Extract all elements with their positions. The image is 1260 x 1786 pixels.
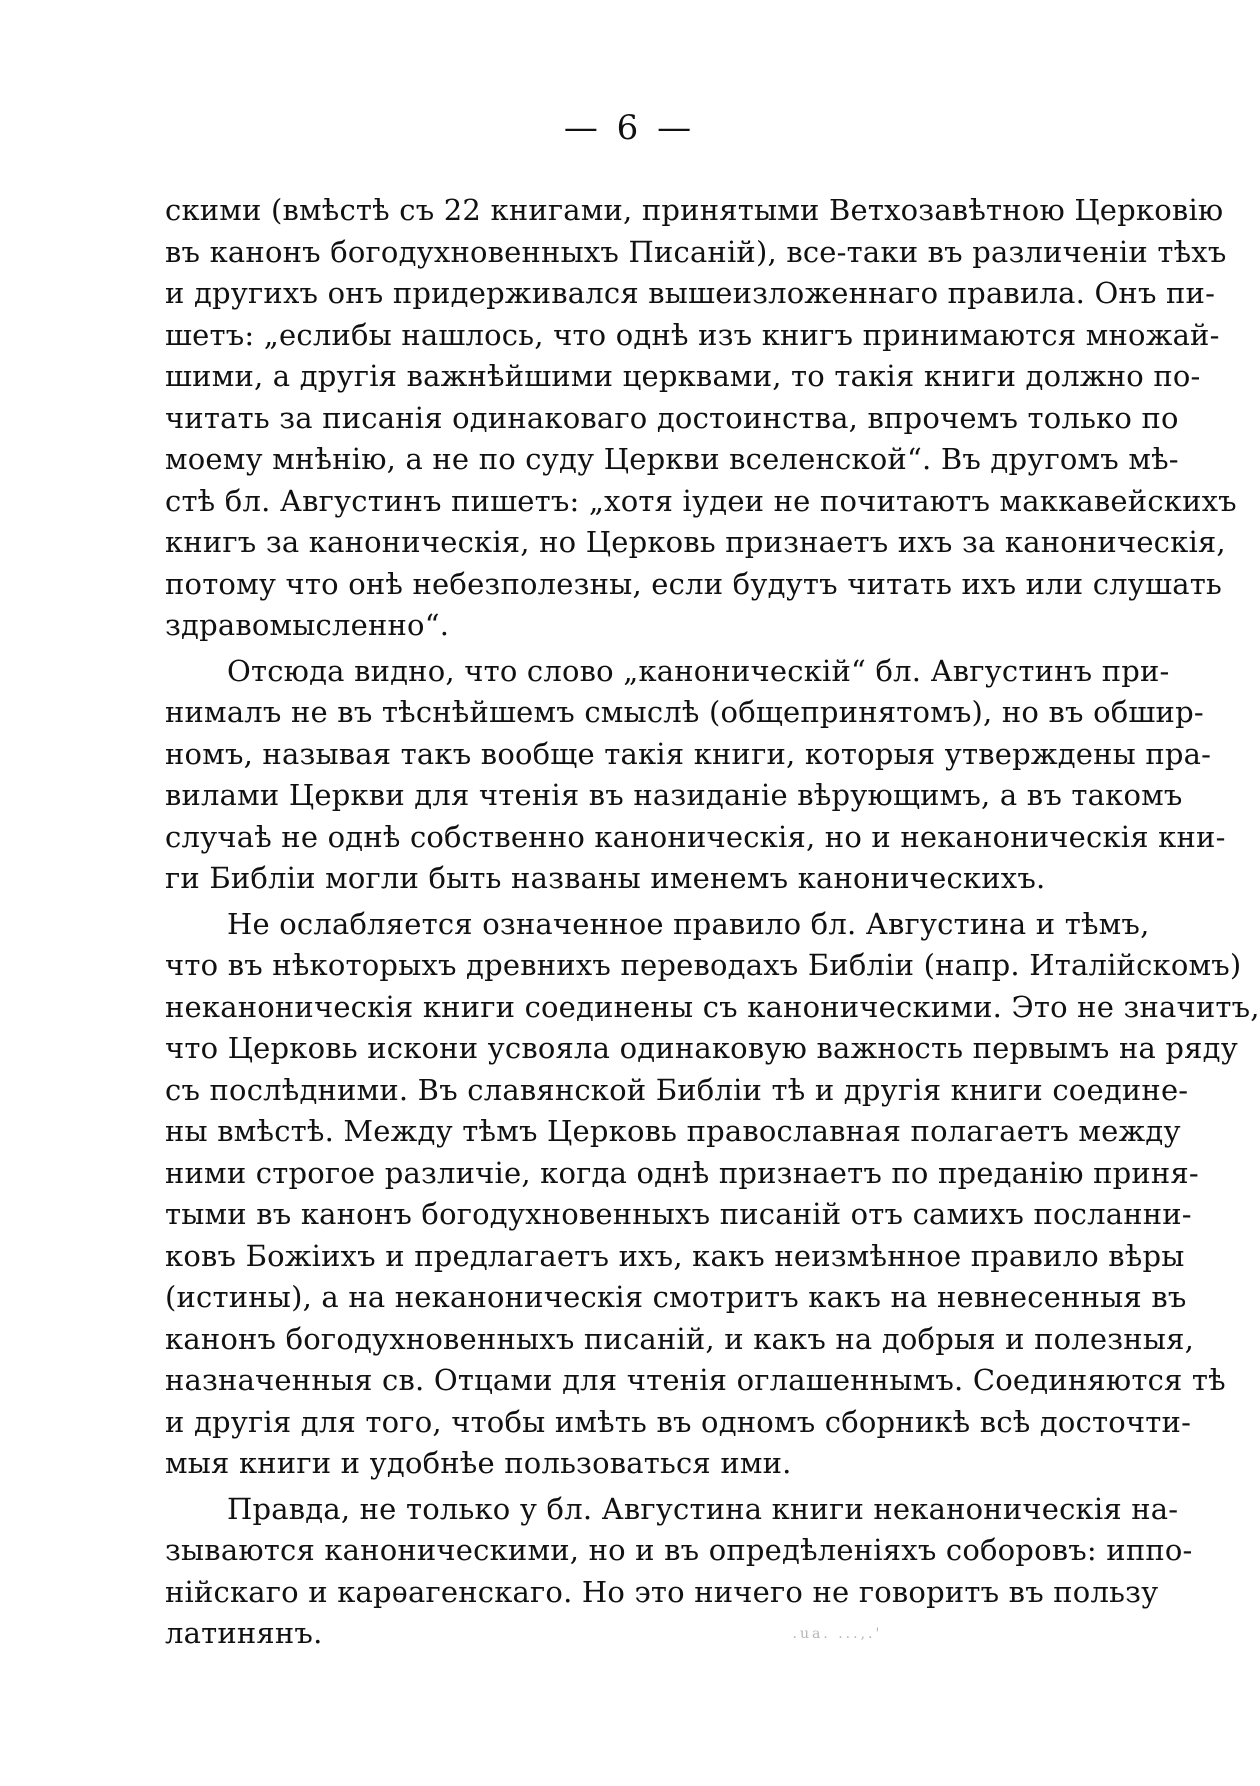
text-line-content: шетъ: „еслибы нашлось, что однѣ изъ книгъ принимаются множай-: [165, 317, 1220, 352]
text-line-content: въ канонъ богодухновенныхъ Писаній), все-таки въ различеніи тѣхъ: [165, 234, 1227, 269]
text-line-content: съ послѣдними. Въ славянской Библіи тѣ и другія книги соедине-: [165, 1072, 1189, 1107]
text-line: [165, 1028, 1238, 1070]
text-line: [165, 692, 1204, 734]
text-line: [165, 1360, 1226, 1402]
text-line: [165, 1572, 1159, 1614]
text-line: [165, 1489, 1179, 1531]
text-line-content: читать за писанія одинаковаго достоинства, впрочемъ только по: [165, 400, 1179, 435]
text-line: [165, 651, 1170, 693]
text-line-content: и другія для того, чтобы имѣть въ одномъ сборникѣ всѣ досточти-: [165, 1404, 1192, 1439]
text-line-content: Не ослабляется означенное правило бл. Августина и тѣмъ,: [227, 906, 1150, 941]
text-line-content: мыя книги и удобнѣе пользоваться ими.: [165, 1446, 792, 1480]
text-line-content: потому что онѣ небезполезны, если будутъ читать ихъ или слушать: [165, 566, 1222, 601]
text-line: [165, 522, 1226, 564]
text-line-content: и другихъ онъ придерживался вышеизложеннаго правила. Онъ пи-: [165, 276, 1216, 310]
paragraph: [165, 190, 1237, 647]
text-line-content: ги Библіи могли быть названы именемъ каноническихъ.: [165, 861, 1046, 895]
text-line: [165, 1443, 1120, 1485]
paragraph: [165, 651, 1226, 900]
text-line-content: стѣ бл. Августинъ пишетъ: „хотя іудеи не почитаютъ маккавейскихъ: [165, 483, 1237, 518]
paragraph: [165, 1489, 1193, 1655]
paragraph: [165, 904, 1260, 1485]
text-line: [165, 232, 1227, 274]
text-line: [165, 817, 1226, 859]
text-line-content: шими, а другія важнѣйшими церквами, то такія книги должно по-: [165, 359, 1201, 393]
text-line-content: здравомысленно“.: [165, 608, 450, 642]
text-line: [165, 1613, 1120, 1655]
text-line-content: ними строгое различіе, когда однѣ признаетъ по преданію приня-: [165, 1155, 1199, 1190]
text-line-content: нійскаго и карѳагенскаго. Но это ничего не говоритъ въ пользу: [165, 1574, 1159, 1609]
text-line: [165, 1319, 1195, 1361]
text-line: [165, 1277, 1187, 1319]
text-line-content: Правда, не только у бл. Августина книги неканоническія на-: [227, 1491, 1179, 1526]
text-line: [165, 1236, 1185, 1278]
text-line-content: скими (вмѣстѣ съ 22 книгами, принятыми Ветхозавѣтною Церковію: [165, 193, 1224, 227]
page-number: — 6 —: [563, 108, 696, 148]
text-line-content: что въ нѣкоторыхъ древнихъ переводахъ Библіи (напр. Италійскомъ): [165, 948, 1242, 982]
text-line-content: нималъ не въ тѣснѣйшемъ смыслѣ (общепринятомъ), но въ обшир-: [165, 695, 1204, 729]
text-line-content: назначенныя св. Отцами для чтенія оглашеннымъ. Соединяются тѣ: [165, 1363, 1226, 1397]
text-line: [165, 315, 1220, 357]
text-line: [165, 945, 1242, 987]
text-line: [165, 1530, 1193, 1572]
text-line-content: (истины), а на неканоническія смотритъ какъ на невнесенныя въ: [165, 1280, 1187, 1314]
text-line: [165, 398, 1179, 440]
text-line-content: канонъ богодухновенныхъ писаній, и какъ на добрыя и полезныя,: [165, 1321, 1195, 1356]
text-line: [165, 439, 1179, 481]
text-line-content: ковъ Божіихъ и предлагаетъ ихъ, какъ неизмѣнное правило вѣры: [165, 1238, 1185, 1273]
text-line-content: Отсюда видно, что слово „каноническій“ бл. Августинъ при-: [227, 653, 1170, 688]
text-line: [165, 904, 1150, 946]
text-line-content: номъ, называя такъ вообще такія книги, которыя утверждены пра-: [165, 736, 1212, 771]
text-line: [165, 775, 1183, 817]
text-line-content: неканоническія книги соединены съ каноническими. Это не значитъ,: [165, 989, 1260, 1024]
text-line: [165, 356, 1201, 398]
text-line: [165, 987, 1260, 1029]
text-line-content: зываются каноническими, но и въ опредѣленіяхъ соборовъ: иппо-: [165, 1533, 1193, 1567]
text-line-content: случаѣ не однѣ собственно каноническія, но и неканоническія кни-: [165, 819, 1226, 854]
text-line-content: вилами Церкви для чтенія въ назиданіе вѣрующимъ, а въ такомъ: [165, 778, 1183, 812]
faint-bleedthrough-marks: .ua. ...,.': [792, 1626, 883, 1643]
text-line: [165, 1194, 1192, 1236]
body-text: [165, 186, 1260, 1655]
text-line: [165, 273, 1216, 315]
text-line-content: книгъ за каноническія, но Церковь признаетъ ихъ за каноническія,: [165, 525, 1226, 559]
text-line: [165, 605, 1120, 647]
text-line-content: что Церковь искони усвояла одинаковую важность первымъ на ряду: [165, 1031, 1238, 1065]
text-line: [165, 1070, 1189, 1112]
text-line: [165, 481, 1237, 523]
text-line-content: ны вмѣстѣ. Между тѣмъ Церковь православная полагаетъ между: [165, 1114, 1181, 1148]
text-line: [165, 858, 1120, 900]
text-line: [165, 1111, 1181, 1153]
text-line-content: тыми въ канонъ богодухновенныхъ писаній отъ самихъ посланни-: [165, 1197, 1192, 1231]
text-line: [165, 564, 1222, 606]
text-line-content: латинянъ.: [165, 1616, 323, 1650]
text-line: [165, 1402, 1192, 1444]
text-line: [165, 734, 1212, 776]
text-line: [165, 190, 1224, 232]
text-line: [165, 1153, 1199, 1195]
text-line-content: моему мнѣнію, а не по суду Церкви вселенской“. Въ другомъ мѣ-: [165, 442, 1179, 476]
